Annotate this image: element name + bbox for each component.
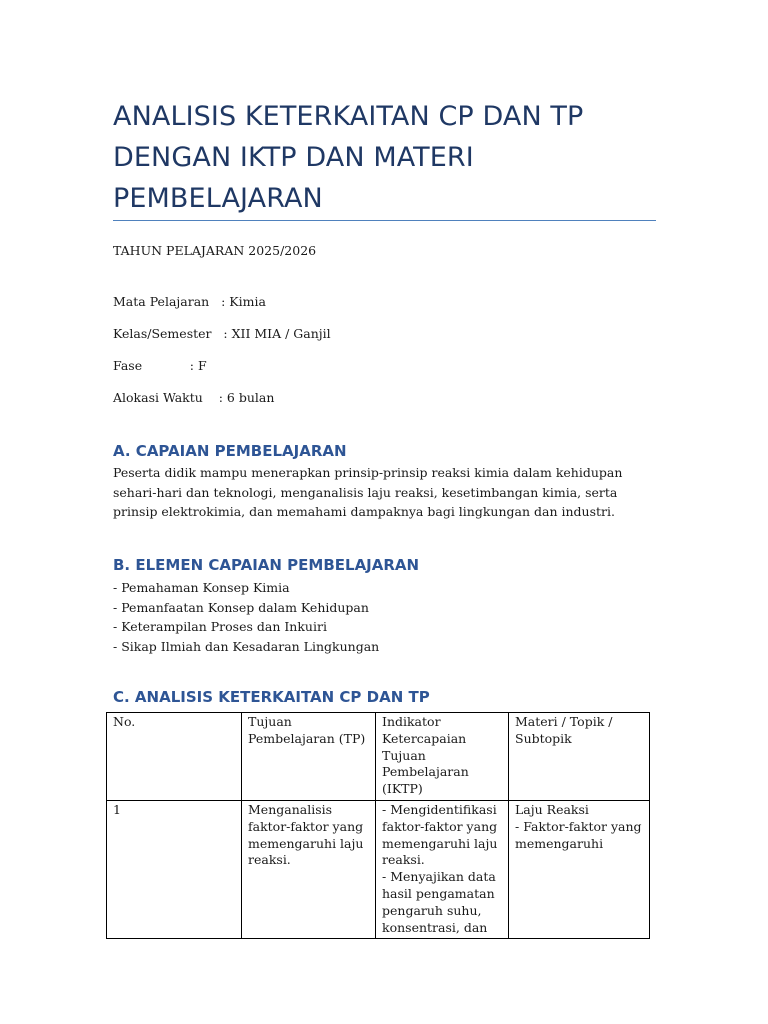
section-b-heading: B. ELEMEN CAPAIAN PEMBELAJARAN xyxy=(113,556,420,574)
info-fase: Fase : F xyxy=(113,358,207,373)
section-b-list xyxy=(113,578,379,656)
section-c-heading: C. ANALISIS KETERKAITAN CP DAN TP xyxy=(113,688,430,706)
section-a-text: Peserta didik mampu menerapkan prinsip-prinsip reaksi kimia dalam kehidupan sehari-hari dan teknologi, menganalisis laju reaksi, kesetimbangan kimia, serta prinsip elektrokimia, dan memahami dampaknya bagi lingkungan dan industri. xyxy=(113,465,623,519)
info-alokasi-waktu: Alokasi Waktu : 6 bulan xyxy=(113,390,275,405)
table-row xyxy=(107,800,650,938)
cell-no: 1 xyxy=(107,800,242,938)
list-item: - Pemahaman Konsep Kimia xyxy=(113,580,290,595)
info-mata-pelajaran: Mata Pelajaran : Kimia xyxy=(113,294,266,309)
materi-line: Laju Reaksi xyxy=(515,801,589,817)
header-materi: Materi / Topik / Subtopik xyxy=(509,713,650,801)
academic-year: TAHUN PELAJARAN 2025/2026 xyxy=(113,243,317,258)
list-item: - Sikap Ilmiah dan Kesadaran Lingkungan xyxy=(113,638,380,654)
header-tp: Tujuan Pembelajaran (TP) xyxy=(242,713,376,801)
info-kelas-semester: Kelas/Semester : XII MIA / Ganjil xyxy=(113,326,331,341)
list-item: - Pemanfaatan Konsep dalam Kehidupan xyxy=(113,599,369,615)
cp-tp-table xyxy=(106,712,650,939)
title-line-3: PEMBELAJARAN xyxy=(113,183,323,214)
header-iktp: Indikator Ketercapaian Tujuan Pembelajaran (IKTP) xyxy=(376,713,509,801)
header-no: No. xyxy=(107,713,242,801)
iktp-line: - Mengidentifikasi faktor-faktor yang memengaruhi laju reaksi. xyxy=(382,801,498,868)
iktp-line: - Menyajikan data hasil pengamatan pengaruh suhu, konsentrasi, dan xyxy=(382,869,496,935)
title-divider xyxy=(113,220,656,221)
cell-materi xyxy=(509,800,650,938)
title-line-1: ANALISIS KETERKAITAN CP DAN TP xyxy=(113,101,584,132)
document-title xyxy=(113,96,658,219)
list-item: - Keterampilan Proses dan Inkuiri xyxy=(113,619,327,634)
table-header-row xyxy=(107,713,650,801)
cell-iktp xyxy=(376,800,509,938)
cell-tp: Menganalisis faktor-faktor yang memengaruhi laju reaksi. xyxy=(242,800,376,938)
title-line-2: DENGAN IKTP DAN MATERI xyxy=(113,142,474,173)
section-a-heading: A. CAPAIAN PEMBELAJARAN xyxy=(113,442,347,460)
materi-line: - Faktor-faktor yang memengaruhi xyxy=(515,818,642,851)
